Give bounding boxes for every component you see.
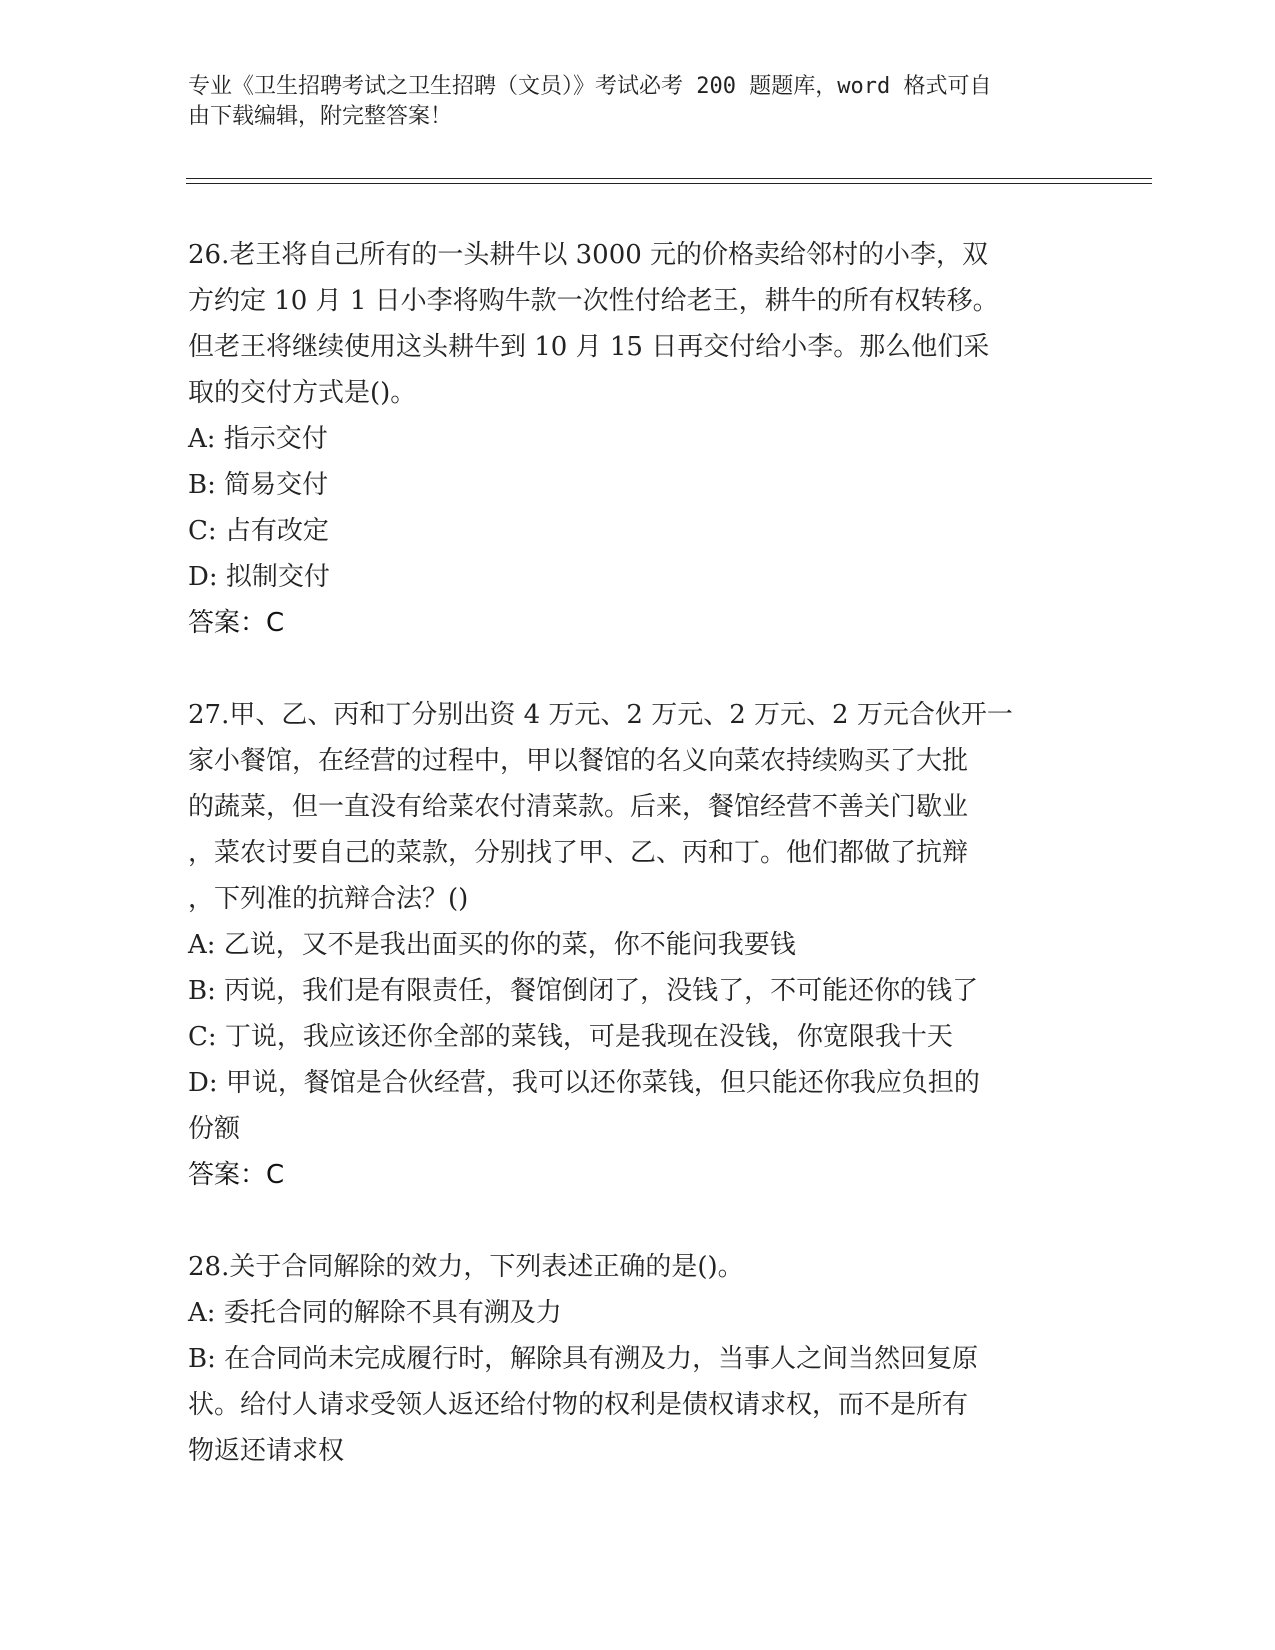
option-b: B: 简易交付	[188, 470, 329, 500]
question-stem-line: ，菜农讨要自己的菜款，分别找了甲、乙、丙和丁。他们都做了抗辩	[188, 838, 969, 868]
question-gap	[188, 1198, 1088, 1244]
question-stem-line: 26.老王将自己所有的一头耕牛以 3000 元的价格卖给邻村的小李，双	[188, 240, 989, 270]
answer-line: 答案：C	[188, 1160, 285, 1190]
document-header	[188, 72, 1068, 132]
question-stem-line: 家小餐馆，在经营的过程中，甲以餐馆的名义向菜农持续购买了大批	[188, 746, 969, 776]
option-b-continued: 状。给付人请求受领人返还给付物的权利是债权请求权，而不是所有	[188, 1390, 969, 1420]
question-28	[188, 1244, 1088, 1474]
option-c: C: 丁说，我应该还你全部的菜钱，可是我现在没钱，你宽限我十天	[188, 1022, 953, 1052]
question-stem-line: 的蔬菜，但一直没有给菜农付清菜款。后来，餐馆经营不善关门歇业	[188, 792, 969, 822]
option-b-continued: 物返还请求权	[188, 1436, 345, 1466]
question-stem-line: ，下列准的抗辩合法？()	[188, 884, 469, 914]
option-a: A: 指示交付	[188, 424, 328, 454]
question-stem-line: 取的交付方式是()。	[188, 378, 417, 408]
question-27	[188, 692, 1088, 1198]
option-b: B: 丙说，我们是有限责任，餐馆倒闭了，没钱了，不可能还你的钱了	[188, 976, 979, 1006]
question-stem-line: 28.关于合同解除的效力，下列表述正确的是()。	[188, 1252, 744, 1282]
question-stem-line: 但老王将继续使用这头耕牛到 10 月 15 日再交付给小李。那么他们采	[188, 332, 990, 362]
option-b: B: 在合同尚未完成履行时，解除具有溯及力，当事人之间当然回复原	[188, 1344, 979, 1374]
questions-body	[188, 232, 1088, 1474]
option-d: D: 甲说，餐馆是合伙经营，我可以还你菜钱，但只能还你我应负担的	[188, 1068, 980, 1098]
answer-line: 答案：C	[188, 608, 285, 638]
header-rule-bottom	[186, 183, 1152, 184]
option-a: A: 委托合同的解除不具有溯及力	[188, 1298, 562, 1328]
question-gap	[188, 646, 1088, 692]
question-stem-line: 27.甲、乙、丙和丁分别出资 4 万元、2 万元、2 万元、2 万元合伙开一	[188, 700, 1013, 730]
question-26	[188, 232, 1088, 646]
header-rule-top	[186, 178, 1152, 179]
question-stem-line: 方约定 10 月 1 日小李将购牛款一次性付给老王，耕牛的所有权转移。	[188, 286, 999, 316]
header-line-1: 专业《卫生招聘考试之卫生招聘（文员）》考试必考 200 题题库，word 格式可自	[188, 74, 992, 99]
option-c: C: 占有改定	[188, 516, 329, 546]
option-d: D: 拟制交付	[188, 562, 330, 592]
header-line-2: 由下载编辑，附完整答案！	[188, 104, 453, 129]
option-a: A: 乙说，又不是我出面买的你的菜，你不能问我要钱	[188, 930, 796, 960]
option-d-continued: 份额	[188, 1114, 241, 1144]
